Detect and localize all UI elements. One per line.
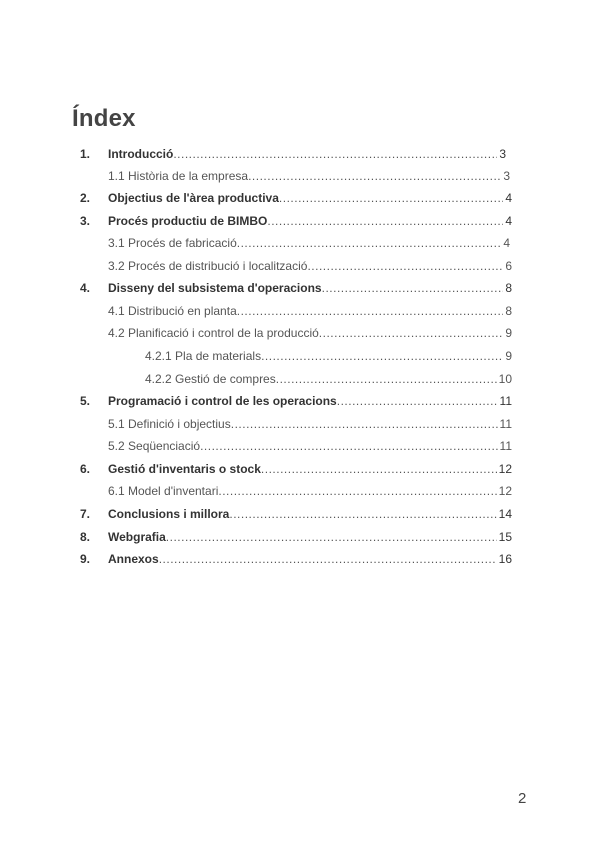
toc-page: 4 [503,236,510,250]
toc-entry-line [108,322,512,344]
toc-title: 3.1 Procés de fabricació [108,236,237,250]
toc-entry-3[interactable] [0,210,600,232]
dot-leader [166,526,497,548]
toc-entry-5[interactable] [0,390,600,412]
dot-leader [261,345,503,367]
dot-leader [218,480,496,502]
toc-title: 5.1 Definició i objectius [108,417,231,431]
dot-leader [276,368,497,390]
toc-entry-line [145,368,512,390]
toc-page: 4 [505,191,512,205]
toc-entry-line [108,187,512,209]
toc-entry-line [108,413,512,435]
toc-number: 3. [80,214,91,228]
toc-page: 11 [499,439,512,453]
toc-entry-line [108,255,512,277]
toc-entry-line [108,503,512,525]
dot-leader [319,322,504,344]
toc-number: 5. [80,394,91,408]
dot-leader [229,503,496,525]
toc-title: 4.2 Planificació i control de la producció [108,326,319,340]
toc-entry-line [108,548,512,570]
page-title: Índex [72,105,136,132]
dot-leader [307,255,503,277]
toc-entry-4-2-1[interactable] [0,345,600,367]
toc-title: 6.1 Model d'inventari [108,484,219,498]
toc-entry-4-1[interactable] [0,300,600,322]
dot-leader [159,548,497,570]
toc-entry-8[interactable] [0,526,600,548]
toc-title: 4.2.1 Pla de materials [145,349,262,363]
toc-entry-4[interactable] [0,277,600,299]
toc-page: 9 [505,326,512,340]
toc-title: Procés productiu de BIMBO [108,214,268,228]
toc-entry-line [108,458,512,480]
toc-entry-line [108,277,512,299]
toc-page: 14 [498,507,512,521]
toc-number: 9. [80,552,91,566]
toc-title: Programació i control de les operacions [108,394,337,408]
toc-page: 8 [505,281,512,295]
toc-entry-1-1[interactable] [0,165,600,187]
toc-page: 12 [498,484,512,498]
toc-page: 9 [505,349,512,363]
toc-entry-1[interactable] [0,143,600,165]
toc-page: 4 [505,214,512,228]
toc-page: 11 [499,394,512,408]
dot-leader [337,390,498,412]
toc-title: 3.2 Procés de distribució i localització [108,259,308,273]
toc-title: 4.2.2 Gestió de compres [145,372,276,386]
toc-number: 7. [80,507,91,521]
dot-leader [267,210,503,232]
toc-number: 6. [80,462,91,476]
toc-title: Annexos [108,552,159,566]
toc-entry-9[interactable] [0,548,600,570]
dot-leader [248,165,501,187]
toc-entry-5-1[interactable] [0,413,600,435]
toc-entry-4-2-2[interactable] [0,368,600,390]
dot-leader [237,300,504,322]
dot-leader [173,143,497,165]
toc-entry-line [108,232,510,254]
dot-leader [261,458,497,480]
toc-entry-line [108,526,512,548]
toc-title: 5.2 Seqüenciació [108,439,201,453]
toc-page: 3 [499,147,506,161]
toc-number: 4. [80,281,91,295]
toc-entry-3-1[interactable] [0,232,600,254]
toc-title: 1.1 Història de la empresa [108,169,249,183]
toc-entry-6[interactable] [0,458,600,480]
toc-title: Disseny del subsistema d'operacions [108,281,322,295]
toc-entry-line [108,210,512,232]
toc-entry-6-1[interactable] [0,480,600,502]
toc-title: Conclusions i millora [108,507,230,521]
dot-leader [231,413,498,435]
toc-entry-line [108,300,512,322]
toc-title: 4.1 Distribució en planta [108,304,237,318]
toc-page: 15 [498,530,512,544]
toc-number: 8. [80,530,91,544]
dot-leader [322,277,504,299]
dot-leader [200,435,497,457]
toc-number: 2. [80,191,91,205]
toc-entry-5-2[interactable] [0,435,600,457]
toc-page: 16 [498,552,512,566]
toc-page: 3 [503,169,510,183]
toc-entry-2[interactable] [0,187,600,209]
toc-entry-line [108,165,510,187]
toc-entry-4-2[interactable] [0,322,600,344]
toc-title: Objectius de l'àrea productiva [108,191,279,205]
toc-entry-line [145,345,512,367]
dot-leader [237,232,502,254]
toc-title: Webgrafia [108,530,166,544]
toc-number: 1. [80,147,91,161]
toc-title: Gestió d'inventaris o stock [108,462,261,476]
page-number: 2 [518,790,527,807]
dot-leader [279,187,503,209]
toc-page: 11 [499,417,512,431]
toc-entry-7[interactable] [0,503,600,525]
toc-page: 10 [498,372,512,386]
toc-entry-line [108,435,512,457]
toc-entry-3-2[interactable] [0,255,600,277]
toc-entry-line [108,143,506,165]
toc-page: 12 [498,462,512,476]
toc-entry-line [108,390,512,412]
toc-page: 8 [505,304,512,318]
toc-entry-line [108,480,512,502]
toc-title: Introducció [108,147,174,161]
toc-page: 6 [505,259,512,273]
